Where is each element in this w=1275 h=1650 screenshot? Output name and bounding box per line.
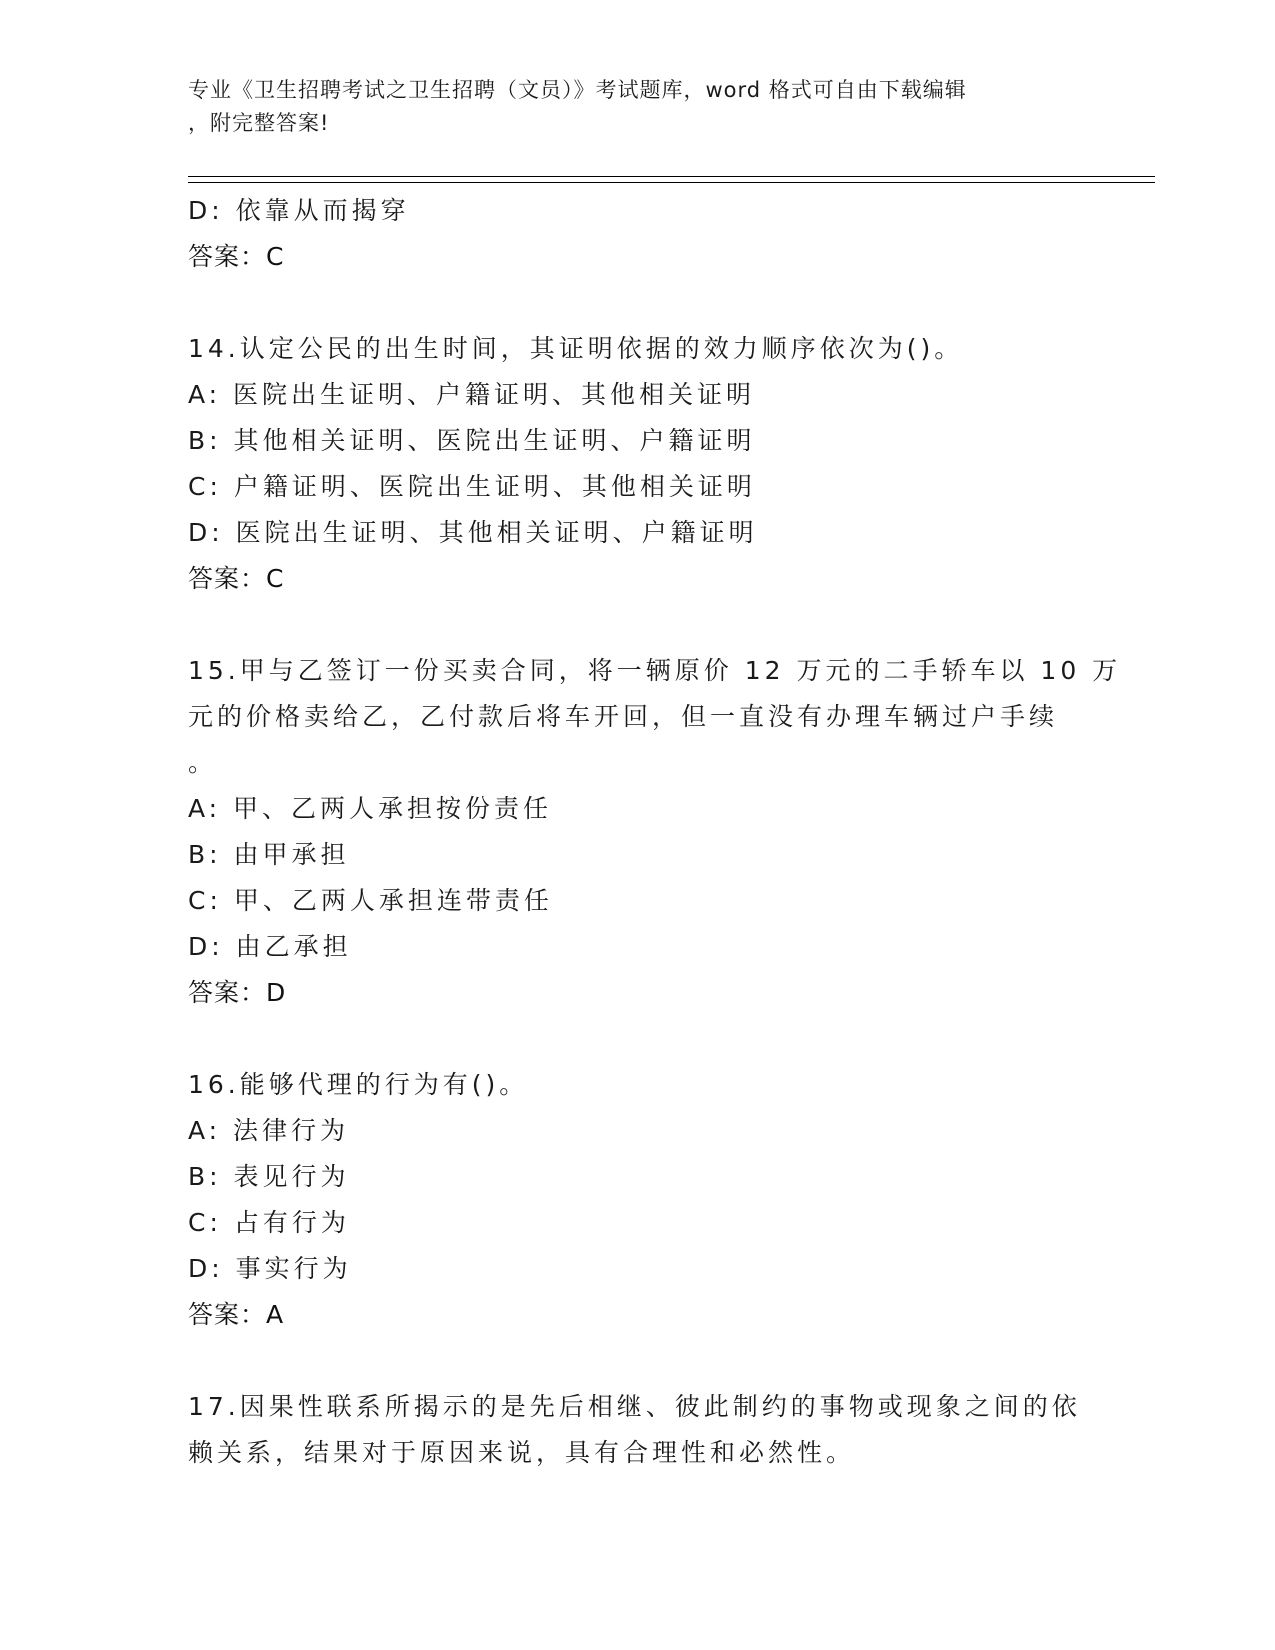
question-14 <box>188 326 1088 602</box>
header-divider-top <box>188 176 1155 177</box>
previous-question-tail <box>188 188 1088 280</box>
option-c: C: 户籍证明、医院出生证明、其他相关证明 <box>188 472 756 501</box>
option-c: C: 占有行为 <box>188 1208 350 1237</box>
option-d: D: 事实行为 <box>188 1254 352 1283</box>
answer-label: 答案：A <box>188 1300 285 1329</box>
option-d: D: 由乙承担 <box>188 932 352 961</box>
spacer <box>188 280 1088 326</box>
option-a: A: 法律行为 <box>188 1116 350 1145</box>
header-line-1: 专业《卫生招聘考试之卫生招聘（文员）》考试题库，word 格式可自由下载编辑 <box>188 78 967 102</box>
question-stem: 。 <box>188 748 218 777</box>
question-list <box>188 188 1122 1476</box>
question-stem: 元的价格卖给乙，乙付款后将车开回，但一直没有办理车辆过户手续 <box>188 702 1059 731</box>
answer-label: 答案：C <box>188 564 285 593</box>
question-stem: 16.能够代理的行为有()。 <box>188 1070 529 1099</box>
header-line-2: ，附完整答案! <box>188 111 330 135</box>
answer-label: 答案：D <box>188 978 287 1007</box>
option-a: A: 甲、乙两人承担按份责任 <box>188 794 553 823</box>
option-b: B: 表见行为 <box>188 1162 350 1191</box>
option-d: D: 依靠从而揭穿 <box>188 196 410 225</box>
spacer <box>188 602 1088 648</box>
question-15 <box>188 648 1122 1016</box>
option-b: B: 由甲承担 <box>188 840 350 869</box>
question-stem: 赖关系，结果对于原因来说，具有合理性和必然性。 <box>188 1438 856 1467</box>
option-c: C: 甲、乙两人承担连带责任 <box>188 886 553 915</box>
document-header <box>188 74 1088 140</box>
question-stem: 14.认定公民的出生时间，其证明依据的效力顺序依次为()。 <box>188 334 964 363</box>
question-stem: 17.因果性联系所揭示的是先后相继、彼此制约的事物或现象之间的依 <box>188 1392 1081 1421</box>
option-d: D: 医院出生证明、其他相关证明、户籍证明 <box>188 518 758 547</box>
question-16 <box>188 1062 1088 1338</box>
answer-label: 答案：C <box>188 242 285 271</box>
header-divider-bottom <box>188 182 1155 183</box>
question-17 <box>188 1384 1088 1476</box>
spacer <box>188 1338 1088 1384</box>
option-a: A: 医院出生证明、户籍证明、其他相关证明 <box>188 380 756 409</box>
spacer <box>188 1016 1088 1062</box>
question-stem: 15.甲与乙签订一份买卖合同，将一辆原价 12 万元的二手轿车以 10 万 <box>188 656 1122 685</box>
option-b: B: 其他相关证明、医院出生证明、户籍证明 <box>188 426 756 455</box>
